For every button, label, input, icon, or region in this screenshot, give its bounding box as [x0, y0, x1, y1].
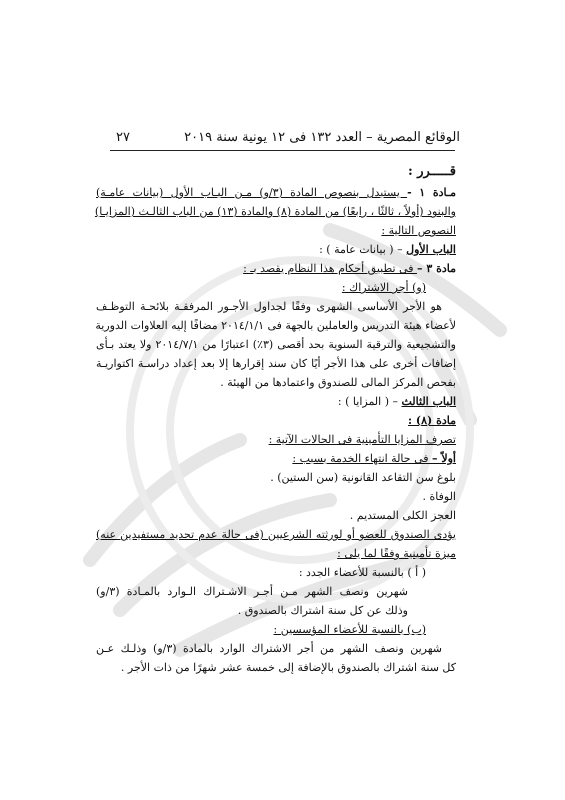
text-line: النصوص التالية : — [381, 224, 456, 237]
text-span: – ( المزايا ) : — [337, 395, 402, 408]
article-label: مـادة ١ - — [407, 186, 456, 199]
text-line: هو الأجر الأساسى الشهرى وفقًا لجداول الأجـور المرفقـة بلائحـة التوظـف — [96, 300, 442, 313]
text-line: العجز الكلى المستديم . — [349, 509, 456, 522]
clause-label: أولاً – — [432, 452, 456, 465]
text-line: (و) أجر الاشتراك : — [341, 281, 426, 294]
text-line: تصرف المزايا التأمينية فى الحالات الآتية : — [268, 433, 456, 446]
text-line: يؤدى الصندوق للعضو أو لورثته الشرعيين (فى حالة عدم تحديد مستفيدين عنه) — [96, 528, 456, 541]
text-line: (ب) بالنسبة للأعضاء المؤسسين : — [273, 623, 426, 636]
article-heading: مادة (٨) : — [408, 414, 456, 427]
text-span: فى حالة انتهاء الخدمة بسبب : — [292, 452, 433, 465]
text-line: وذلك عن كل سنة اشتراك بالصندوق . — [237, 604, 408, 617]
text-span: يستبدل بنصوص المادة (٣/و) مـن البـاب الأول (بيانات عامـة) — [96, 186, 408, 199]
text-line: إضافات أخرى على هذا الأجر أيًا كان سند إقرارها إلا بعد إعداد دراسـة اكتواريـة — [96, 357, 456, 370]
text-line: ميزة تأمينية وفقًا لما يلى : — [337, 547, 456, 560]
text-span: – ( بيانات عامة ) : — [319, 243, 407, 256]
text-line: بفحص المركز المالى للصندوق واعتمادها من الهيئة . — [220, 376, 456, 389]
text-line — [96, 449, 456, 468]
article-label: مادة ٣ – — [416, 262, 456, 275]
section-heading: الباب الأول — [406, 243, 456, 256]
text-line — [96, 183, 456, 202]
page-header — [110, 128, 460, 148]
gazette-title: الوقائع المصرية – العدد ١٣٢ فى ١٢ يونية سنة ٢٠١٩ — [184, 130, 460, 145]
text-line — [96, 240, 456, 259]
text-line: كل سنة اشتراك بالصندوق بالإضافة إلى خمسة عشر شهرًا من ذات الأجر . — [120, 661, 456, 674]
section-heading: الباب الثالث — [401, 395, 456, 408]
text-line: والبنود (أولاً ، ثالثًا ، رابعًا) من المادة (٨) والمادة (١٣) من الباب الثالـث (المزايـا) — [94, 205, 456, 218]
text-span: فى تطبيق أحكام هذا النظام يقصد بـ : — [243, 262, 417, 275]
text-line: الوفاة . — [422, 490, 456, 503]
page-number: ٢٧ — [116, 130, 130, 145]
text-line: بلوغ سن التقاعد القانونية (سن الستين) . — [270, 471, 456, 484]
text-line: لأعضاء هيئة التدريس والعاملين بالجهة فى ٢٠١٤/١/١ مضافًا إليه العلاوات الدورية — [95, 319, 456, 332]
text-line — [96, 259, 456, 278]
text-line: شهرين ونصف الشهر من أجر الاشتراك الوارد بالمادة (٣/و) وذلـك عـن — [96, 642, 442, 655]
text-line: ( أ ) بالنسبة للأعضاء الجدد : — [298, 566, 426, 579]
text-line: شهرين ونصف الشهر مـن أجـر الاشـتراك الـوارد بالمـادة (٣/و) — [96, 585, 408, 598]
document-body — [96, 162, 456, 677]
decision-title: قـــــرر : — [407, 164, 456, 179]
header-divider — [110, 150, 455, 151]
text-line: والتشجيعية والترقية السنوية بحد أقصى (٣٪) اعتبارًا من ٢٠١٤/٧/١ ولا يعتد بـأى — [96, 338, 456, 351]
text-line — [96, 392, 456, 411]
